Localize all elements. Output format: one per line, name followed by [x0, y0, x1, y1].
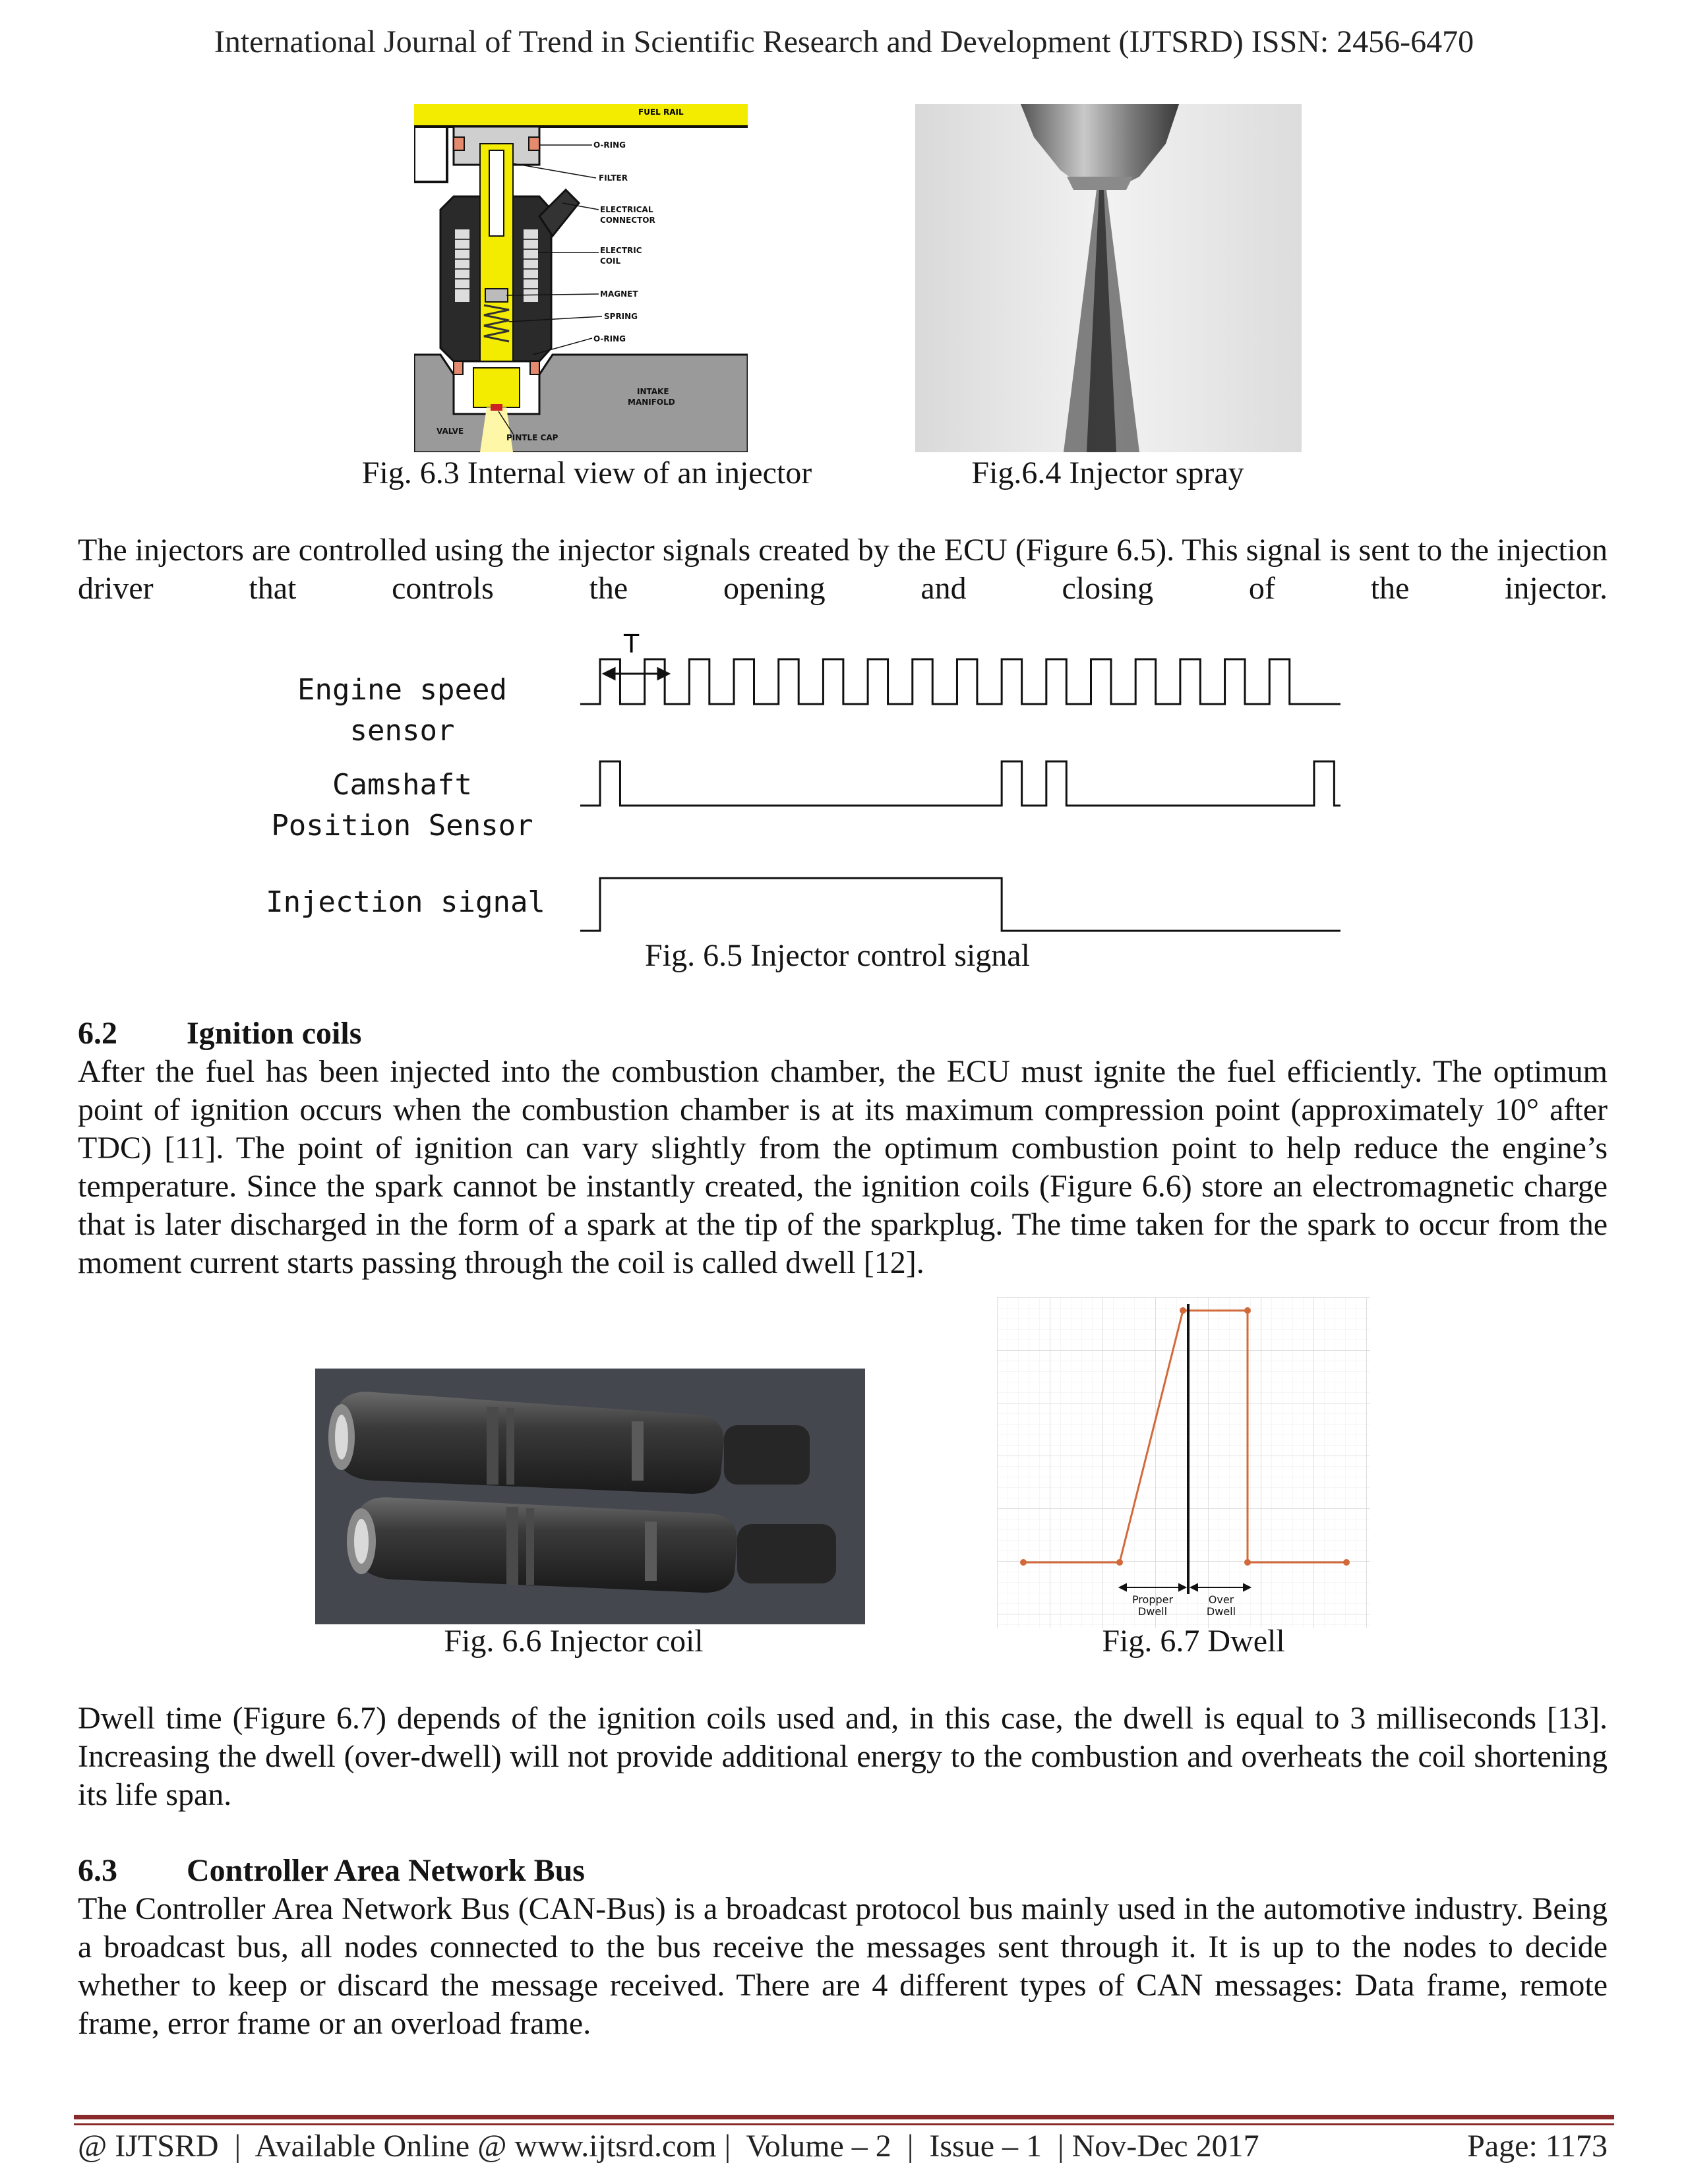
section-6-2-number: 6.2	[78, 1016, 117, 1051]
injector-diagram	[414, 104, 748, 452]
dwell-point	[1244, 1559, 1251, 1566]
intake-manifold-label-2: MANIFOLD	[628, 398, 675, 407]
footer-rule-thin	[74, 2123, 1614, 2125]
electric-coil-label-2: COIL	[600, 256, 621, 266]
camshaft-label	[244, 765, 560, 846]
page-number: Page: 1173	[1467, 2129, 1608, 2164]
engine-speed-label-line1: Engine speed	[297, 673, 507, 707]
fig67-caption: Fig. 6.7 Dwell	[1102, 1624, 1285, 1659]
fuel-rail-label: FUEL RAIL	[638, 107, 684, 117]
page-footer	[78, 2128, 1608, 2164]
dwell-point	[1244, 1307, 1251, 1314]
proper-dwell-label-1: Propper	[1131, 1593, 1174, 1606]
fig65-caption: Fig. 6.5 Injector control signal	[645, 938, 1030, 973]
engine-speed-label-line2: sensor	[349, 714, 455, 748]
engine-speed-label	[257, 670, 547, 752]
footer-info: @ IJTSRD | Available Online @ www.ijtsrd.com | Volume – 2 | Issue – 1 | Nov-Dec 2017	[78, 2129, 1259, 2164]
period-arrow	[604, 668, 669, 679]
section-6-2-title: Ignition coils	[187, 1016, 362, 1051]
engine-speed-waveform	[580, 659, 1341, 704]
dwell-point	[1020, 1559, 1027, 1566]
dwell-point	[1180, 1307, 1186, 1314]
section-6-3-number: 6.3	[78, 1853, 117, 1888]
fig66-caption: Fig. 6.6 Injector coil	[444, 1624, 704, 1659]
o-ring-bottom-label: O-RING	[593, 334, 626, 343]
o-ring-top-label: O-RING	[593, 140, 626, 150]
valve-label: VALVE	[437, 427, 464, 436]
paragraph-dwell: Dwell time (Figure 6.7) depends of the ignition coils used and, in this case, the dwell is equal to 3 milliseconds [13]. Increasing the dwell (over-dwell) will not provide additional energy to the combustion and overheats the coil shortening its life span.	[78, 1701, 1608, 1812]
dwell-point	[1116, 1559, 1123, 1566]
magnet-label: MAGNET	[600, 289, 638, 299]
fig64-caption: Fig.6.4 Injector spray	[971, 456, 1244, 490]
spring-label: SPRING	[604, 312, 638, 321]
electric-coil-label-1: ELECTRIC	[600, 246, 642, 255]
journal-header: International Journal of Trend in Scientific Research and Development (IJTSRD) ISSN: 2456-6470	[214, 24, 1474, 59]
over-dwell-label-1: Over	[1208, 1593, 1234, 1606]
ignition-coil-photo	[315, 1369, 865, 1624]
injection-signal-label: Injection signal	[266, 885, 545, 919]
paragraph-injector-control: The injectors are controlled using the injector signals created by the ECU (Figure 6.5). This signal is sent to the injection driver that controls the opening and closing of the injector.	[78, 533, 1608, 606]
footer-rule-thick	[74, 2115, 1614, 2119]
section-6-2-heading	[78, 1015, 361, 1051]
section-6-3-heading	[78, 1852, 585, 1889]
dwell-diagram	[997, 1297, 1370, 1628]
period-label: T	[624, 630, 640, 659]
camshaft-label-line2: Position Sensor	[271, 809, 533, 842]
filter-label: FILTER	[599, 173, 628, 183]
over-dwell-label-2: Dwell	[1206, 1605, 1236, 1618]
dwell-point	[1343, 1559, 1350, 1566]
section-6-2-body: After the fuel has been injected into the combustion chamber, the ECU must ignite the fuel efficiently. The optimum point of ignition occurs when the combustion chamber is at its maximum compression point (approximately 10° after TDC) [11]. The point of ignition can vary slightly from the optimum combustion point to help reduce the engine’s temperature. Since the spark cannot be instantly created, the ignition coils (Figure 6.6) store an electromagnetic charge that is later discharged in the form of a spark at the tip of the sparkplug. The time taken for the spark to occur from the moment current starts passing through the coil is called dwell [12].	[78, 1054, 1608, 1280]
injector-timing-diagram	[580, 626, 1398, 943]
intake-manifold-label-1: INTAKE	[637, 387, 669, 396]
electrical-connector-label-2: CONNECTOR	[600, 216, 655, 225]
electrical-connector-label-1: ELECTRICAL	[600, 205, 653, 214]
pintle-cap-label: PINTLE CAP	[506, 433, 558, 442]
proper-dwell-label-2: Dwell	[1137, 1605, 1168, 1618]
camshaft-waveform	[580, 761, 1341, 806]
injection-waveform	[580, 878, 1341, 931]
section-6-3-body: The Controller Area Network Bus (CAN-Bus) is a broadcast protocol bus mainly used in the automotive industry. Being a broadcast bus, all nodes connected to the bus receive the messages sent through it. It is up to the nodes to decide whether to keep or discard the message received. There are 4 different types of CAN messages: Data frame, remote frame, error frame or an overload frame.	[78, 1891, 1608, 2041]
section-6-3-title: Controller Area Network Bus	[187, 1853, 585, 1888]
injector-spray-photo	[915, 104, 1302, 452]
camshaft-label-line1: Camshaft	[332, 768, 472, 802]
fig63-caption: Fig. 6.3 Internal view of an injector	[361, 456, 812, 490]
